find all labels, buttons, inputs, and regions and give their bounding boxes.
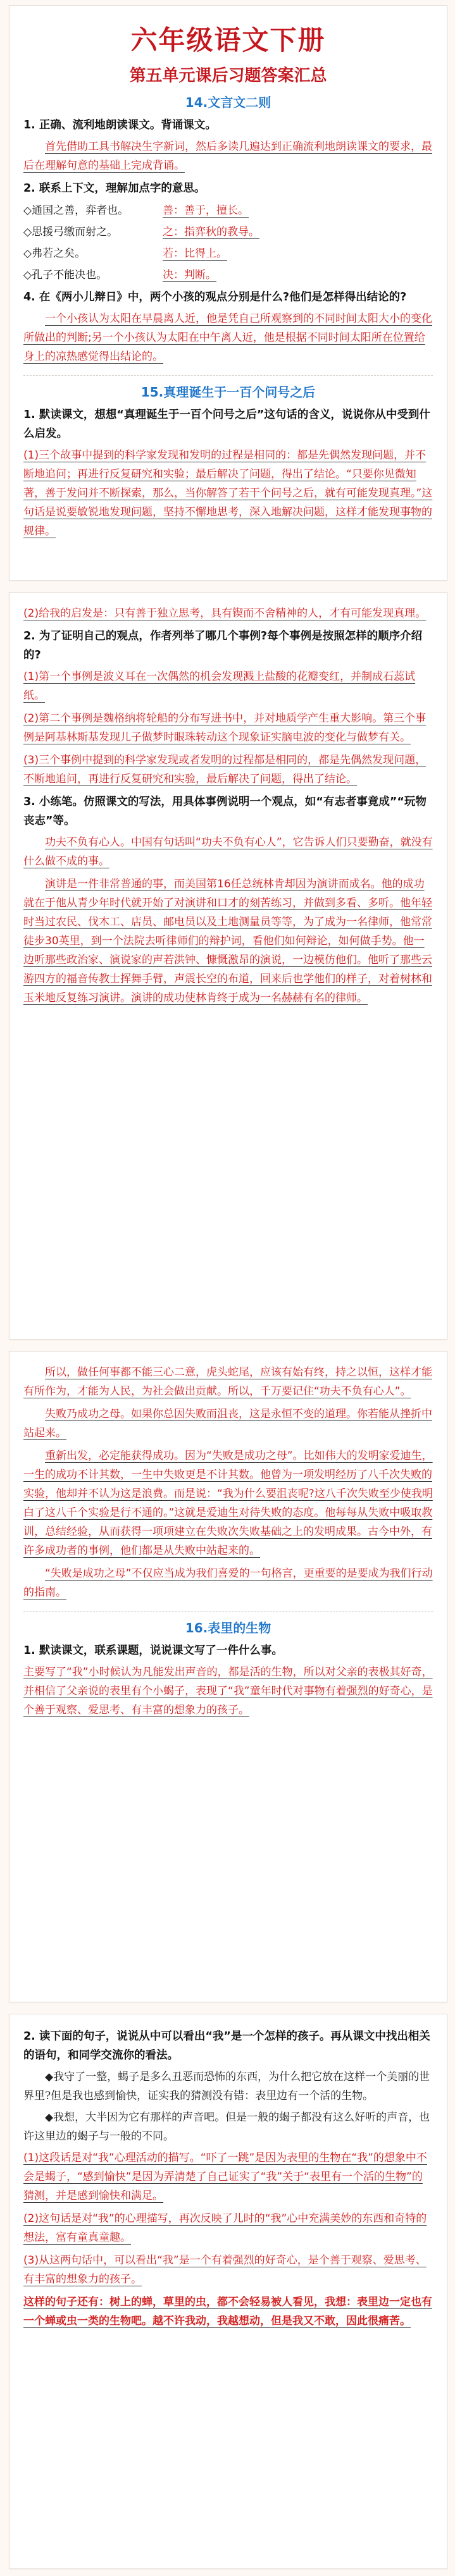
definition-row: ◇弗若之矣。 若：比得上。 xyxy=(23,247,227,260)
card-lesson-15-16 xyxy=(9,1351,447,2002)
essay-paragraph: 所以，做任何事都不能三心二意，虎头蛇尾，应该有始有终，持之以恒，这样才能有所作为，才能为人民，为社会做出贡献。所以，千万要记住“功夫不负有心人”。 xyxy=(23,1366,432,1398)
question: 1. 正确、流利地朗读课文。背诵课文。 xyxy=(23,119,216,132)
quote-passage: ◆我守了一整，蝎子是多么丑恶而恐怖的东西，为什么把它放在这样一个美丽的世界里?但是我也感到愉快，证实我的猜测没有错：表里边有一个活的生物。 xyxy=(23,2071,430,2102)
question: 2. 联系上下文，理解加点字的意思。 xyxy=(23,182,206,195)
definition-row: ◇通国之善，弈者也。 善：善于，擅长。 xyxy=(23,204,249,217)
essay-paragraph: 重新出发，必定能获得成功。因为“失败是成功之母”。比如伟大的发明家爱迪生，一生的成功不计其数，一生中失败更是不计其数。他曾为一项发明经历了八千次失败的实验，他却并不认为这是浪费。而是说：“我为什么要沮丧呢?这八千次失败至少使我明白了这八千个实验是行不通的。”这就是爱迪生对待失败的态度。他每每从失败中吸取教训，总结经验，从而获得一项项建立在失败次失败基础之上的发明成果。古今中外，有许多成功者的事例，他们都是从失败中站起来的。 xyxy=(23,1450,433,1557)
answer: (1)三个故事中提到的科学家发现和发明的过程是相同的：都是先偶然发现问题，并不断地追问；再进行反复研究和实验；最后解决了问题，得出了结论。“只要你见微知著，善于发问并不断探索，那么，当你解答了若干个问号之后，就有可能发现真理。”这句话是说要敏锐地发现问题，坚持不懈地思考，深入地解决问题，这样才能发现事物的规律。 xyxy=(23,449,433,538)
answer: (3)三个事例中提到的科学家发现或者发明的过程都是相同的，都是先偶然发现问题，不断地追问，再进行反复研究和实验，最后解决了问题，得出了结论。 xyxy=(23,754,427,786)
essay-paragraph: 演讲是一件非常普通的事，而美国第16任总统林肯却因为演讲而成名。他的成功就在于他从青少年时代就开始了对演讲和口才的刻苦练习，并做到多看、多听。他年轻时当过农民、伐木工、店员、邮电员以及土地测量员等等，为了成为一名律师，他常常徒步30英里，到一个法院去听律师们的辩护词，看他们如何辩论，如何做手势。他一边听那些政治家、演说家的声若洪钟、慷慨激昂的演说，一边模仿他们。他听了那些云游四方的福音传教士挥舞手臂，声震长空的布道，回来后也学他们的样子，对着树林和玉米地反复练习演讲。演讲的成功使林肯终于成为一名赫赫有名的律师。 xyxy=(23,878,432,1004)
answer: 主要写了“我”小时候认为凡能发出声音的，都是活的生物，所以对父亲的表极其好奇，并相信了父亲说的表里有个小蝎子，表现了“我”童年时代对事物有着强烈的好奇心，是个善于观察、爱思考、有丰富的想象力的孩子。 xyxy=(23,1666,433,1716)
card-lesson-16-cont xyxy=(9,2014,447,2569)
answer: (2)这句话是对“我”的心理描写，再次反映了儿时的“我”心中充满美妙的东西和奇特的想法，富有童真童趣。 xyxy=(23,2212,427,2244)
question: 2. 为了证明自己的观点，作者列举了哪几个事例?每个事例是按照怎样的顺序介绍的? xyxy=(23,630,423,662)
essay-paragraph: 功夫不负有心人。中国有句话叫“功夫不负有心人”，它告诉人们只要勤奋，就没有什么做不成的事。 xyxy=(23,836,433,868)
question: 1. 默读课文，联系课题，说说课文写了一件什么事。 xyxy=(23,1644,283,1657)
question: 1. 默读课文，想想“真理诞生于一百个问号之后”这句话的含义，说说你从中受到什么启发。 xyxy=(23,409,430,440)
essay-paragraph: “失败是成功之母”不仅应当成为我们喜爱的一句格言，更重要的是要成为我们行动的指南。 xyxy=(23,1567,433,1599)
page-title: 六年级语文下册 xyxy=(130,25,326,56)
answer: (2)给我的启发是：只有善于独立思考，具有锲而不舍精神的人，才有可能发现真理。 xyxy=(23,607,427,620)
essay-paragraph: 失败乃成功之母。如果你总因失败而沮丧，这是永恒不变的道理。你若能从挫折中站起来。 xyxy=(23,1408,432,1439)
definition-row: ◇孔子不能决也。 决：判断。 xyxy=(23,269,216,281)
answer: (1)这段话是对“我”心理活动的描写。“吓了一跳”是因为表里的生物在“我”的想象中不会是蝎子，“感到愉快”是因为弄清楚了自己证实了“我”关于“表里有一个活的生物”的猜测，并是感到愉快和满足。 xyxy=(23,2152,427,2202)
answer: 这样的句子还有：树上的蝉，草里的虫，都不会轻易被人看见，我想：表里边一定也有一个蝉或虫一类的生物吧。越不许我动，我越想动，但是我又不敢，因此很痛苦。 xyxy=(23,2296,432,2327)
answer: (1)第一个事例是波义耳在一次偶然的机会发现溅上盐酸的花瓣变红，并制成石蕊试纸。 xyxy=(23,670,416,702)
answer: 一个小孩认为太阳在早晨离人近，他是凭自己所观察到的不同时间太阳大小的变化所做出的判断;另一个小孩认为太阳在中午离人近，他是根据不同时间太阳所在位置给身上的凉热感觉得出结论的。 xyxy=(23,312,432,363)
card-lesson-15-cont xyxy=(9,592,447,1340)
section-title-16: 16.表里的生物 xyxy=(185,1620,271,1636)
page-subtitle: 第五单元课后习题答案汇总 xyxy=(129,66,327,85)
answer: (3)从这两句话中，可以看出“我”是一个有着强烈的好奇心，是个善于观察、爱思考、有丰富的想象力的孩子。 xyxy=(23,2254,427,2286)
divider xyxy=(23,375,433,376)
card-lesson-14-15 xyxy=(9,5,447,581)
definition-row: ◇思援弓缴而射之。 之：指弈秋的教导。 xyxy=(23,226,259,238)
answer: 首先借助工具书解决生字新词，然后多读几遍达到正确流利地朗读课文的要求，最后在理解句意的基础上完成背诵。 xyxy=(23,140,432,172)
divider xyxy=(23,1611,433,1612)
section-title-14: 14.文言文二则 xyxy=(185,95,271,110)
question: 4. 在《两小儿辩日》中，两个小孩的观点分别是什么?他们是怎样得出结论的? xyxy=(23,291,407,304)
quote-passage: ◆我想，大半因为它有那样的声音吧。但是一般的蝎子都没有这么好听的声音，也许这里边的蝎子与一般的不同。 xyxy=(23,2111,430,2143)
question: 2. 读下面的句子，说说从中可以看出“我”是一个怎样的孩子。再从课文中找出相关的语句，和同学交流你的看法。 xyxy=(23,2030,430,2062)
section-title-15: 15.真理诞生于一百个问号之后 xyxy=(140,385,316,400)
question: 3. 小练笔。仿照课文的写法，用具体事例说明一个观点，如“有志者事竟成”“玩物丧志”等。 xyxy=(23,796,427,827)
answer: (2)第二个事例是魏格纳将轮船的分布写进书中，并对地质学产生重大影响。第三个事例是阿基林斯基发现儿子做梦时眼珠转动这个现象证实脑电波的变化与做梦有关。 xyxy=(23,712,427,744)
